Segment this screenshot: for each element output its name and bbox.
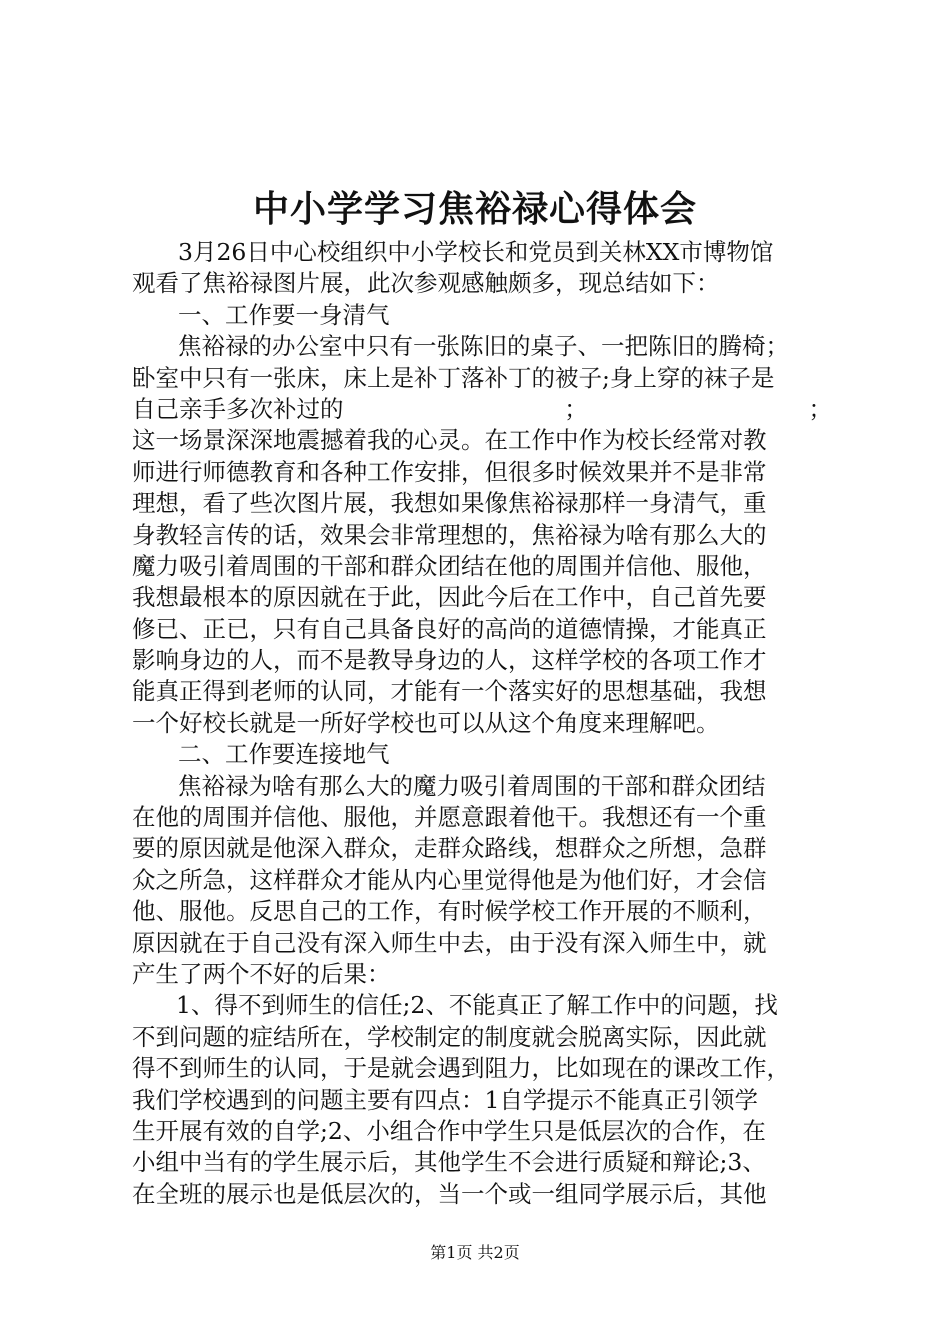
section-heading: 二、工作要连接地气 (178, 740, 390, 769)
paragraph-line: 1、得不到师生的信任;2、不能真正了解工作中的问题，找 (176, 991, 778, 1020)
paragraph-line: 产生了两个不好的后果： (132, 959, 391, 988)
paragraph-line: 在全班的展示也是低层次的，当一个或一组同学展示后，其他 (132, 1179, 767, 1208)
paragraph-line: 原因就在于自己没有深入师生中去，由于没有深入师生中，就 (132, 928, 767, 957)
paragraph-line: 师进行师德教育和各种工作安排，但很多时候效果并不是非常 (132, 457, 767, 486)
paragraph-line: 魔力吸引着周围的干部和群众团结在他的周围并信他、服他， (132, 551, 767, 580)
paragraph-line (132, 394, 832, 425)
paragraph-line: 他、服他。反思自己的工作，有时候学校工作开展的不顺利， (132, 897, 767, 926)
document-title: 中小学学习焦裕禄心得体会 (252, 188, 697, 230)
paragraph-line: 不到问题的症结所在，学校制定的制度就会脱离实际，因此就 (132, 1022, 767, 1051)
paragraph-line: 能真正得到老师的认同，才能有一个落实好的思想基础，我想 (132, 677, 767, 706)
paragraph-line: 理想，看了些次图片展，我想如果像焦裕禄那样一身清气，重 (132, 489, 767, 518)
paragraph-line: 观看了焦裕禄图片展，此次参观感触颇多，现总结如下： (132, 269, 720, 298)
split-line-mid: ； (564, 394, 588, 423)
paragraph-line: 这一场景深深地震撼着我的心灵。在工作中作为校长经常对教 (132, 426, 767, 455)
paragraph-line: 焦裕禄的办公室中只有一张陈旧的桌子、一把陈旧的腾椅； (178, 332, 789, 361)
split-line-right: ； (808, 394, 832, 423)
paragraph-line: 影响身边的人，而不是教导身边的人，这样学校的各项工作才 (132, 646, 767, 675)
page-footer: 第1页 共2页 (430, 1243, 520, 1262)
paragraph-line: 身教轻言传的话，效果会非常理想的，焦裕禄为啥有那么大的 (132, 520, 767, 549)
paragraph-line: 得不到师生的认同，于是就会遇到阻力，比如现在的课改工作， (132, 1054, 790, 1083)
paragraph-line: 生开展有效的自学;2、小组合作中学生只是低层次的合作，在 (132, 1116, 766, 1145)
paragraph-line: 我们学校遇到的问题主要有四点：1自学提示不能真正引领学 (132, 1085, 758, 1114)
split-line-left: 自己亲手多次补过的 (132, 394, 344, 423)
paragraph-line: 小组中当有的学生展示后，其他学生不会进行质疑和辩论;3、 (132, 1148, 766, 1177)
paragraph-line: 焦裕禄为啥有那么大的魔力吸引着周围的干部和群众团结 (178, 771, 766, 800)
paragraph-line: 我想最根本的原因就在于此，因此今后在工作中，自己首先要 (132, 583, 767, 612)
paragraph-line: 3月26日中心校组织中小学校长和党员到关林XX市博物馆 (178, 238, 774, 266)
section-heading: 一、工作要一身清气 (178, 300, 390, 329)
paragraph-line: 卧室中只有一张床，床上是补丁落补丁的被子;身上穿的袜子是 (132, 363, 775, 392)
paragraph-line: 要的原因就是他深入群众，走群众路线，想群众之所想，急群 (132, 834, 767, 863)
paragraph-line: 一个好校长就是一所好学校也可以从这个角度来理解吧。 (132, 708, 720, 737)
paragraph-line: 在他的周围并信他、服他，并愿意跟着他干。我想还有一个重 (132, 803, 767, 832)
paragraph-line: 修已、正已，只有自己具备良好的高尚的道德情操，才能真正 (132, 614, 767, 643)
document-body (132, 237, 832, 1210)
paragraph-line: 众之所急，这样群众才能从内心里觉得他是为他们好，才会信 (132, 865, 767, 894)
